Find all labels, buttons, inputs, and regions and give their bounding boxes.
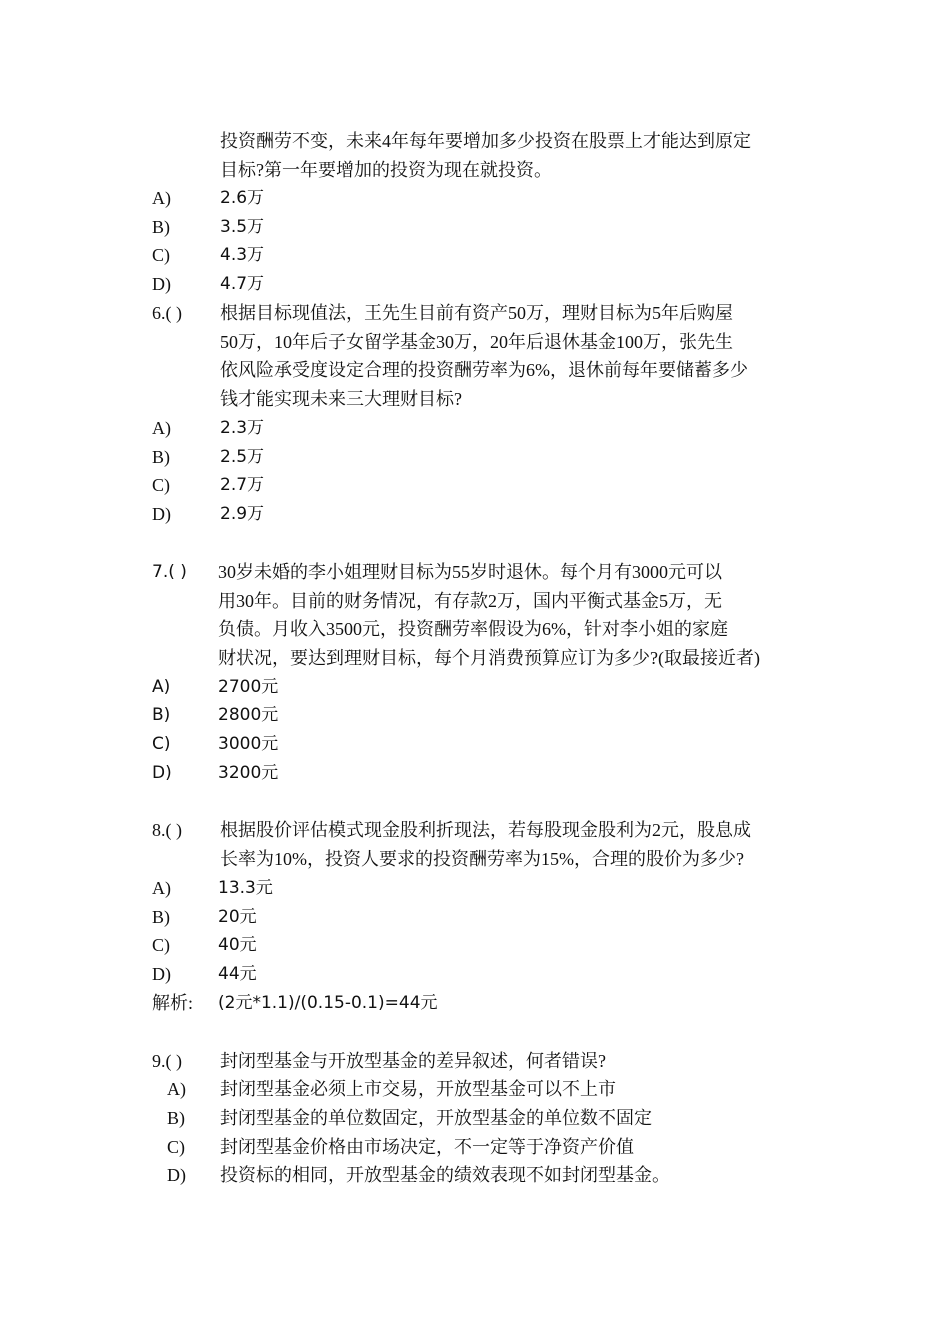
option-label: C)	[167, 1137, 185, 1157]
option-text: 2.3万	[220, 418, 265, 438]
question-stem-line: 50万，10年后子女留学基金30万，20年后退休基金100万，张先生	[220, 332, 733, 352]
option-label: C)	[152, 245, 170, 265]
option-text: 2800元	[218, 705, 279, 725]
option-text: 3000元	[218, 734, 279, 754]
question-stem-line: 投资酬劳不变，未来4年每年要增加多少投资在股票上才能达到原定	[220, 131, 751, 151]
question-stem-line: 封闭型基金与开放型基金的差异叙述，何者错误?	[220, 1051, 606, 1071]
question-stem-line: 根据目标现值法，王先生目前有资产50万，理财目标为5年后购屋	[220, 303, 733, 323]
analysis-label: 解析:	[152, 993, 194, 1013]
option-text: 封闭型基金必须上市交易，开放型基金可以不上市	[220, 1079, 616, 1099]
option-label: A)	[152, 878, 171, 898]
option-text: 投资标的相同，开放型基金的绩效表现不如封闭型基金。	[220, 1165, 670, 1185]
question-stem-line: 用30年。目前的财务情况，有存款2万，国内平衡式基金5万，无	[218, 591, 722, 611]
question-stem-line: 负债。月收入3500元，投资酬劳率假设为6%，针对李小姐的家庭	[218, 619, 728, 639]
option-text: 2.7万	[220, 475, 265, 495]
question-stem-line: 长率为10%，投资人要求的投资酬劳率为15%，合理的股价为多少?	[220, 849, 744, 869]
option-label: D)	[152, 763, 172, 783]
analysis-text: (2元*1.1)/(0.15-0.1)=44元	[218, 993, 438, 1013]
option-text: 3.5万	[220, 217, 265, 237]
option-label: B)	[152, 217, 170, 237]
question-stem-line: 钱才能实现未来三大理财目标?	[220, 389, 462, 409]
option-label: D)	[152, 964, 171, 984]
option-label: B)	[152, 447, 170, 467]
option-text: 4.7万	[220, 274, 265, 294]
question-stem-line: 依风险承受度设定合理的投资酬劳率为6%，退休前每年要储蓄多少	[220, 360, 748, 380]
option-label: B)	[167, 1108, 185, 1128]
option-text: 4.3万	[220, 245, 265, 265]
option-label: B)	[152, 907, 170, 927]
question-number: 8.( )	[152, 820, 182, 840]
option-text: 13.3元	[218, 878, 273, 898]
option-text: 2.9万	[220, 504, 265, 524]
option-text: 3200元	[218, 763, 279, 783]
option-label: C)	[152, 935, 170, 955]
option-label: D)	[167, 1165, 186, 1185]
option-text: 44元	[218, 964, 257, 984]
option-text: 20元	[218, 907, 257, 927]
question-number: 9.( )	[152, 1051, 182, 1071]
question-number: 6.( )	[152, 303, 182, 323]
option-label: D)	[152, 274, 171, 294]
question-stem-line: 30岁未婚的李小姐理财目标为55岁时退休。每个月有3000元可以	[218, 562, 722, 582]
option-text: 封闭型基金价格由市场决定，不一定等于净资产价值	[220, 1137, 634, 1157]
option-label: C)	[152, 734, 171, 754]
option-label: A)	[152, 188, 171, 208]
option-text: 2700元	[218, 677, 279, 697]
option-label: A)	[152, 677, 171, 697]
option-text: 2.5万	[220, 447, 265, 467]
question-number: 7.( )	[152, 562, 187, 582]
option-label: B)	[152, 705, 171, 725]
option-label: A)	[167, 1079, 186, 1099]
option-text: 40元	[218, 935, 257, 955]
option-label: C)	[152, 475, 170, 495]
option-text: 封闭型基金的单位数固定，开放型基金的单位数不固定	[220, 1108, 652, 1128]
option-text: 2.6万	[220, 188, 265, 208]
question-stem-line: 目标?第一年要增加的投资为现在就投资。	[220, 160, 552, 180]
option-label: D)	[152, 504, 171, 524]
question-stem-line: 根据股价评估模式现金股利折现法，若每股现金股利为2元，股息成	[220, 820, 751, 840]
option-label: A)	[152, 418, 171, 438]
question-stem-line: 财状况，要达到理财目标，每个月消费预算应订为多少?(取最接近者)	[218, 648, 760, 668]
